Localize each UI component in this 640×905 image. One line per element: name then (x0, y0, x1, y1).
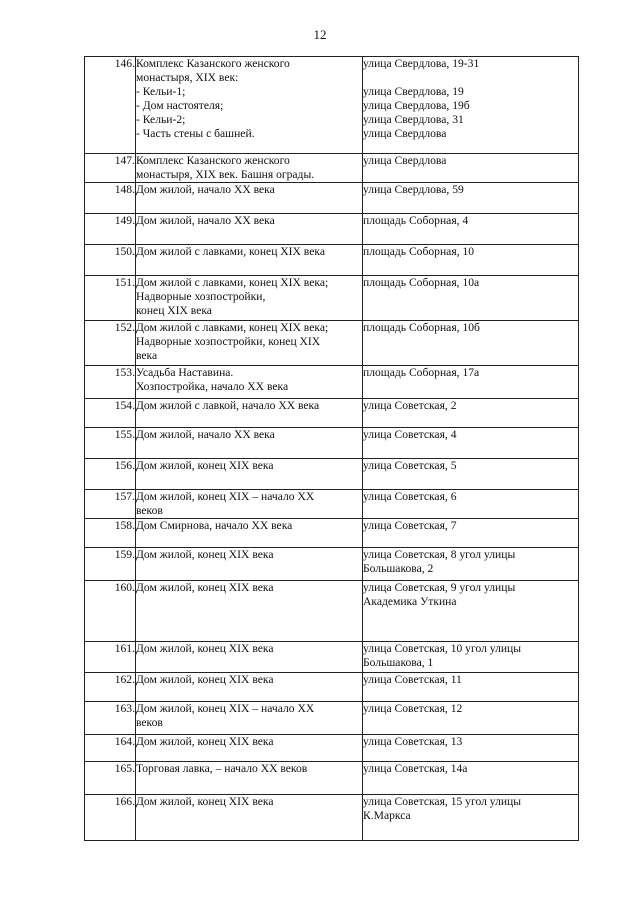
object-name-cell (136, 57, 363, 154)
object-name-line: монастыря, XIX век: (136, 71, 239, 84)
object-name-cell (136, 321, 363, 366)
object-name-cell (136, 519, 363, 548)
table-row (85, 245, 579, 276)
address-line: улица Советская, 8 угол улицы (363, 548, 516, 561)
address-line: улица Советская, 7 (363, 519, 457, 532)
table-row (85, 57, 579, 154)
address-cell (363, 762, 579, 795)
object-name-line: Дом жилой с лавками, конец XIX века; (136, 321, 329, 334)
row-number: 146. (85, 57, 136, 154)
address-line: Академика Уткина (363, 595, 457, 608)
row-number: 152. (85, 321, 136, 366)
row-number: 160. (85, 581, 136, 642)
object-name-line: Торговая лавка, – начало XX веков (136, 762, 308, 775)
address-line: К.Маркса (363, 809, 411, 822)
table-row (85, 762, 579, 795)
object-name-cell (136, 276, 363, 321)
object-name-line: Дом жилой, начало XX века (136, 214, 275, 227)
object-name-line: - Кельи-1; (136, 85, 186, 98)
row-number: 163. (85, 702, 136, 735)
address-cell (363, 428, 579, 459)
address-cell (363, 581, 579, 642)
table-row (85, 519, 579, 548)
address-line: улица Советская, 13 (363, 735, 463, 748)
address-cell (363, 276, 579, 321)
address-cell (363, 702, 579, 735)
object-name-cell (136, 642, 363, 673)
table-row (85, 581, 579, 642)
address-line: улица Свердлова (363, 127, 447, 140)
table-row (85, 183, 579, 214)
object-name-line: Дом жилой, конец XIX века (136, 548, 274, 561)
address-cell (363, 366, 579, 399)
object-name-line: Надворные хозпостройки, (136, 290, 266, 303)
address-cell (363, 183, 579, 214)
address-cell (363, 735, 579, 762)
table-row (85, 490, 579, 519)
row-number: 150. (85, 245, 136, 276)
object-name-line: Дом жилой, начало XX века (136, 183, 275, 196)
address-cell (363, 490, 579, 519)
address-line: улица Советская, 12 (363, 702, 463, 715)
object-name-line: Дом Смирнова, начало XX века (136, 519, 293, 532)
address-line: улица Советская, 10 угол улицы (363, 642, 522, 655)
object-name-cell (136, 673, 363, 702)
address-line: улица Свердлова, 19-31 (363, 57, 480, 70)
object-name-line: Дом жилой, конец XIX века (136, 581, 274, 594)
object-name-cell (136, 735, 363, 762)
blank-line (363, 71, 578, 85)
address-line: площадь Соборная, 4 (363, 214, 469, 227)
object-name-cell (136, 581, 363, 642)
row-number: 161. (85, 642, 136, 673)
table-row (85, 276, 579, 321)
address-line: улица Советская, 6 (363, 490, 457, 503)
object-name-line: веков (136, 504, 163, 517)
row-number: 156. (85, 459, 136, 490)
object-name-line: - Дом настоятеля; (136, 99, 224, 112)
object-name-line: Надворные хозпостройки, конец XIX (136, 335, 321, 348)
row-number: 158. (85, 519, 136, 548)
table-row (85, 673, 579, 702)
object-name-line: Дом жилой, конец XIX века (136, 795, 274, 808)
address-line: улица Свердлова (363, 154, 447, 167)
address-cell (363, 57, 579, 154)
heritage-registry-table (84, 56, 579, 841)
object-name-cell (136, 214, 363, 245)
object-name-cell (136, 490, 363, 519)
object-name-cell (136, 366, 363, 399)
row-number: 153. (85, 366, 136, 399)
address-cell (363, 459, 579, 490)
address-line: площадь Соборная, 10 (363, 245, 475, 258)
object-name-line: - Часть стены с башней. (136, 127, 255, 140)
address-line: Большакова, 2 (363, 562, 434, 575)
object-name-line: веков (136, 716, 163, 729)
object-name-line: Дом жилой, конец XIX – начало XX (136, 702, 315, 715)
address-cell (363, 321, 579, 366)
object-name-line: конец XIX века (136, 304, 212, 317)
address-cell (363, 245, 579, 276)
address-cell (363, 214, 579, 245)
address-cell (363, 795, 579, 841)
object-name-cell (136, 762, 363, 795)
row-number: 154. (85, 399, 136, 428)
address-line: улица Советская, 9 угол улицы (363, 581, 516, 594)
address-line: Большакова, 1 (363, 656, 434, 669)
row-number: 149. (85, 214, 136, 245)
address-cell (363, 548, 579, 581)
object-name-cell (136, 548, 363, 581)
row-number: 165. (85, 762, 136, 795)
object-name-line: - Кельи-2; (136, 113, 186, 126)
address-line: улица Советская, 11 (363, 673, 462, 686)
object-name-line: Дом жилой, конец XIX века (136, 642, 274, 655)
object-name-line: Комплекс Казанского женского (136, 57, 290, 70)
row-number: 157. (85, 490, 136, 519)
address-cell (363, 519, 579, 548)
object-name-cell (136, 459, 363, 490)
table-row (85, 399, 579, 428)
address-cell (363, 642, 579, 673)
address-line: улица Советская, 5 (363, 459, 457, 472)
object-name-cell (136, 795, 363, 841)
address-line: улица Советская, 2 (363, 399, 457, 412)
object-name-cell (136, 154, 363, 183)
table-row (85, 795, 579, 841)
address-line: улица Советская, 15 угол улицы (363, 795, 522, 808)
registry-body (85, 57, 579, 841)
row-number: 147. (85, 154, 136, 183)
object-name-line: Дом жилой с лавками, конец XIX века; (136, 276, 329, 289)
row-number: 151. (85, 276, 136, 321)
row-number: 159. (85, 548, 136, 581)
address-line: площадь Соборная, 17а (363, 366, 480, 379)
address-line: улица Свердлова, 19б (363, 99, 470, 112)
table-row (85, 154, 579, 183)
row-number: 166. (85, 795, 136, 841)
table-row (85, 366, 579, 399)
object-name-line: Дом жилой, конец XIX века (136, 735, 274, 748)
object-name-cell (136, 183, 363, 214)
object-name-line: Усадьба Наставина. (136, 366, 234, 379)
object-name-cell (136, 702, 363, 735)
address-cell (363, 399, 579, 428)
row-number: 162. (85, 673, 136, 702)
object-name-cell (136, 399, 363, 428)
table-row (85, 321, 579, 366)
object-name-line: Дом жилой, конец XIX века (136, 459, 274, 472)
table-row (85, 428, 579, 459)
object-name-line: монастыря, XIX век. Башня ограды. (136, 168, 315, 181)
object-name-cell (136, 245, 363, 276)
table-row (85, 214, 579, 245)
address-line: улица Советская, 14а (363, 762, 468, 775)
object-name-line: Дом жилой с лавками, конец XIX века (136, 245, 325, 258)
table-row (85, 548, 579, 581)
object-name-line: века (136, 349, 158, 362)
address-line: улица Свердлова, 19 (363, 85, 464, 98)
object-name-line: Дом жилой, конец XIX – начало XX (136, 490, 315, 503)
address-line: улица Советская, 4 (363, 428, 457, 441)
row-number: 155. (85, 428, 136, 459)
object-name-line: Дом жилой с лавкой, начало XX века (136, 399, 320, 412)
object-name-line: Дом жилой, начало XX века (136, 428, 275, 441)
row-number: 164. (85, 735, 136, 762)
row-number: 148. (85, 183, 136, 214)
page-number: 12 (313, 27, 327, 42)
object-name-cell (136, 428, 363, 459)
object-name-line: Хозпостройка, начало XX века (136, 380, 289, 393)
object-name-line: Дом жилой, конец XIX века (136, 673, 274, 686)
address-line: площадь Соборная, 10б (363, 321, 480, 334)
table-row (85, 735, 579, 762)
address-cell (363, 154, 579, 183)
address-line: площадь Соборная, 10а (363, 276, 480, 289)
address-cell (363, 673, 579, 702)
address-line: улица Свердлова, 59 (363, 183, 464, 196)
table-row (85, 459, 579, 490)
table-row (85, 702, 579, 735)
table-row (85, 642, 579, 673)
object-name-line: Комплекс Казанского женского (136, 154, 290, 167)
address-line: улица Свердлова, 31 (363, 113, 464, 126)
